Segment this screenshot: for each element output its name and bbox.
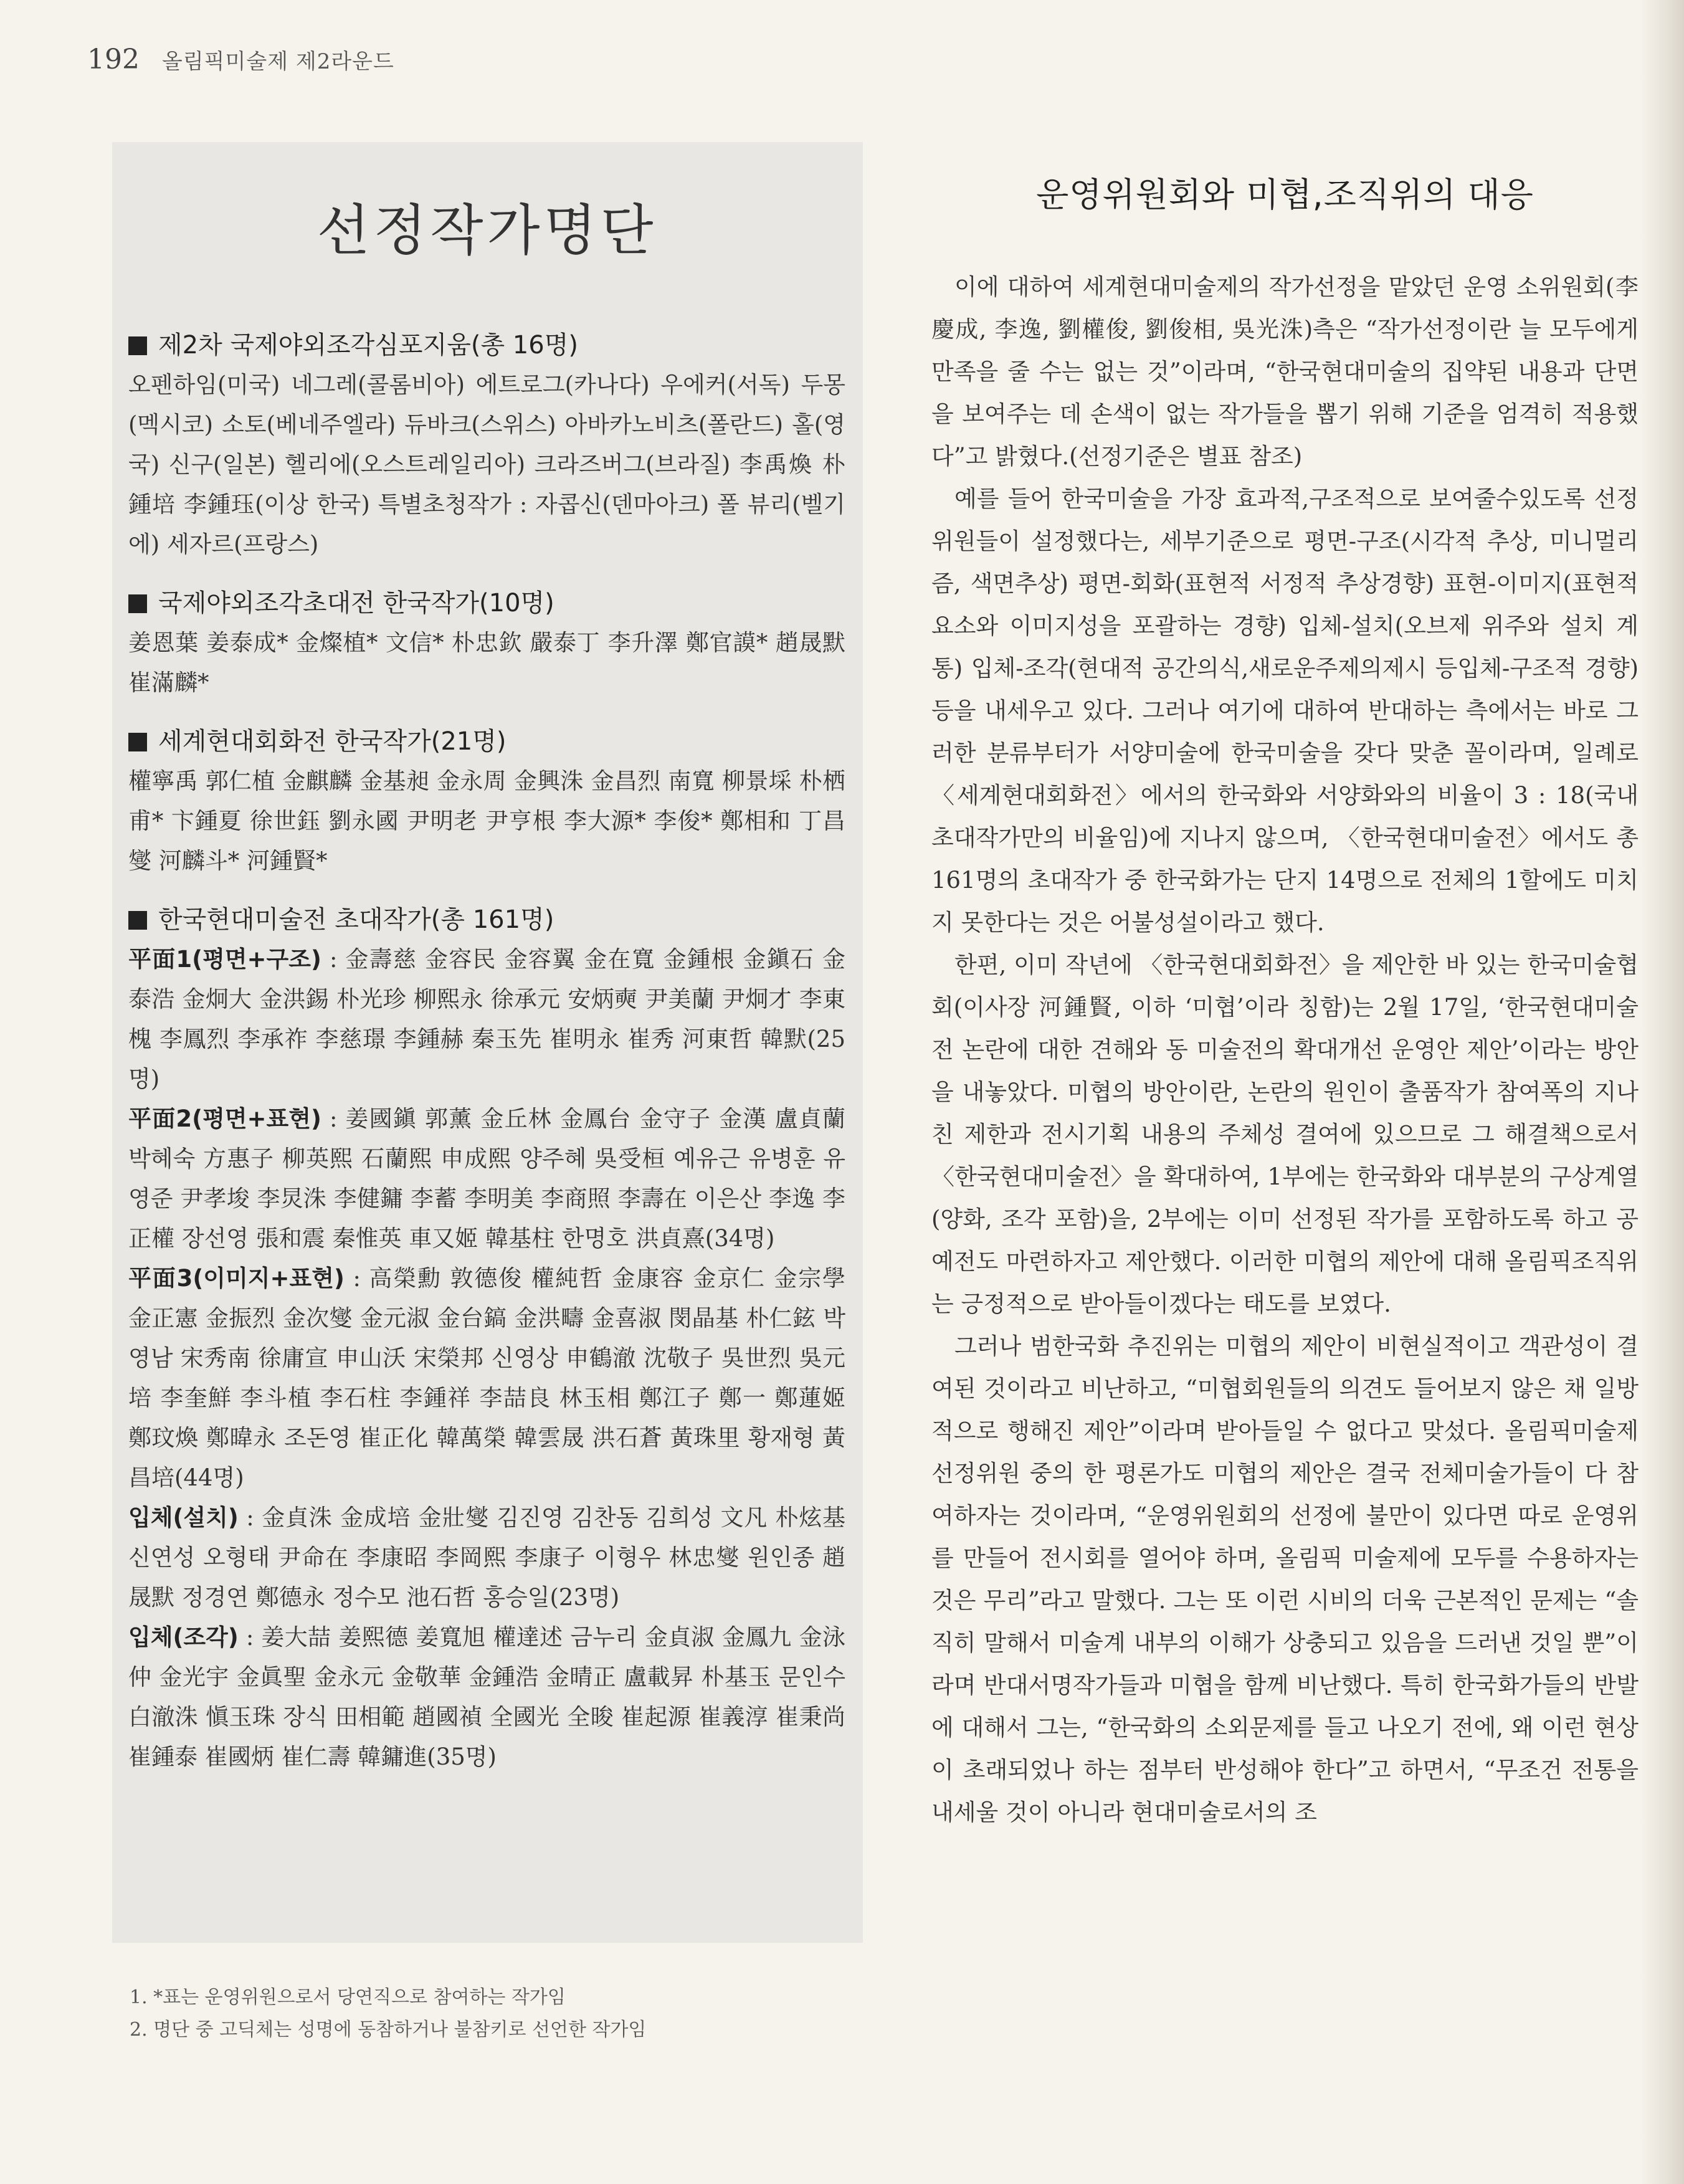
section-body: 오펜하임(미국) 네그레(콜롬비아) 에트로그(카나다) 우에커(서독) 두몽(멕시코) 소토(베네주엘라) 듀바크(스위스) 아바카노비츠(폴란드) 홀(영국) 신구(일본) 헬리에(오스트레일리아) 크라즈버그(브라질) 李禹煥 朴鍾培 李鍾珏(이상 한국) 특별초청작가 : 자콥신(덴마아크) 폴 뷰리(벨기에) 세자르(프랑스) (128, 371, 845, 558)
page-number: 192 (87, 44, 140, 75)
section-body: 權寧禹 郭仁植 金麒麟 金基昶 金永周 金興洙 金昌烈 南寬 柳景埰 朴栖甫* 卞鍾夏 徐世鈺 劉永國 尹明老 尹亨根 李大源* 李俊* 鄭相和 丁昌燮 河麟斗* 河鍾賢* (128, 768, 845, 874)
paragraph: 한편, 이미 작년에 〈한국현대회화전〉을 제안한 바 있는 한국미술협회(이사장 河鍾賢, 이하 ‘미협’이라 칭함)는 2월 17일, ‘한국현대미술전 논란에 대한 견해와 동 미술전의 확대개선 운영안 제안’이라는 방안을 내놓았다. 미협의 방안이란, 논란의 원인이 출품작가 참여폭의 지나친 제한과 전시기획 내용의 주체성 결여에 있으므로 그 해결책으로서 〈한국현대미술전〉을 확대하여, 1부에는 한국화와 대부분의 구상계열(양화, 조각 포함)을, 2부에는 이미 선정된 작가를 포함하도록 하고 공예전도 마련하자고 제안했다. 이러한 미협의 제안에 대해 올림픽조직위는 긍정적으로 받아들이겠다는 태도를 보였다. (931, 951, 1639, 1317)
section-heading: 한국현대미술전 초대작가(총 161명) (128, 900, 845, 940)
paragraph: 그러나 범한국화 추진위는 미협의 제안이 비현실적이고 객관성이 결여된 것이라고 비난하고, “미협회원들의 의견도 들어보지 않은 채 일방적으로 행해진 제안”이라며 받아들일 수 없다고 맞섰다. 올림픽미술제 선정위원 중의 한 평론가도 미협의 제안은 결국 전체미술가들이 다 참여하자는 것이라며, “운영위원회의 선정에 불만이 있다면 따로 운영위를 만들어 전시회를 열어야 하며, 올림픽 미술제에 모두를 수용하자는 것은 무리”라고 말했다. 그는 또 이런 시비의 더욱 근본적인 문제는 “솔직히 말해서 미술계 내부의 이해가 상충되고 있음을 드러낸 것일 뿐”이라며 반대서명작가들과 미협을 함께 비난했다. 특히 한국화가들의 반발에 대해서 그는, “한국화의 소외문제를 들고 나오기 전에, 왜 이런 현상이 초래되었나 하는 점부터 반성해야 한다”고 하면서, “무조건 전통을 내세울 것이 아니라 현대미술로서의 조 (931, 1333, 1639, 1826)
footnotes (130, 1981, 646, 2046)
paragraph: 예를 들어 한국미술을 가장 효과적,구조적으로 보여줄수있도록 선정위원들이 설정했다는, 세부기준으로 평면-구조(시각적 추상, 미니멀리즘, 색면추상) 평면-회화(표현적 서정적 추상경향) 표현-이미지(표현적 요소와 이미지성을 포괄하는 경향) 입체-설치(오브제 위주와 설치 계통) 입체-조각(현대적 공간의식,새로운주제의제시 등입체-구조적 경향) 등을 내세우고 있다. 그러나 여기에 대하여 반대하는 측에서는 바로 그러한 분류부터가 서양미술에 한국미술을 갖다 맞춘 꼴이라며, 일례로〈세계현대회화전〉에서의 한국화와 서양화와의 비율이 3 : 18(국내 초대작가만의 비율임)에 지나지 않으며, 〈한국현대미술전〉에서도 총 161명의 초대작가 중 한국화가는 단지 14명으로 전체의 1할에도 미치지 못한다는 것은 어불성설이라고 했다. (931, 485, 1639, 936)
section-world-painting (128, 722, 845, 881)
subsection-flat2: 平面2(평면+표현) : 姜國鎭 郭薰 金丘林 金鳳台 金守子 金漢 盧貞蘭 박혜숙 方惠子 柳英熙 石蘭熙 申成熙 양주혜 吳受桓 예유근 유병훈 유영준 尹孝埈 李炅洙 李健鏞 李蓄 李明美 李商照 李壽在 이은산 李逸 李正權 장선영 張和震 秦惟英 車又姬 韓基柱 한명호 洪貞熹(34명) (128, 1105, 845, 1252)
sidebar-title: 선정작가명단 (316, 198, 657, 262)
section-heading: 국제야외조각초대전 한국작가(10명) (128, 583, 845, 623)
square-bullet-icon (128, 336, 147, 355)
square-bullet-icon (128, 911, 147, 930)
running-title: 올림픽미술제 제2라운드 (161, 49, 394, 74)
paragraph: 이에 대하여 세계현대미술제의 작가선정을 맡았던 운영 소위원회(李慶成, 李逸, 劉權俊, 劉俊相, 吳光洙)측은 “작가선정이란 늘 모두에게 만족을 줄 수는 없는 것”이라며, “한국현대미술의 집약된 내용과 단면을 보여주는 데 손색이 없는 작가들을 뽑기 위해 기준을 엄격히 적용했다”고 밝혔다.(선정기준은 별표 참조) (931, 274, 1639, 470)
running-head (87, 44, 394, 75)
article-column (931, 168, 1639, 1834)
section-sculpture-symposium (128, 325, 845, 565)
section-body: 姜恩葉 姜泰成* 金燦植* 文信* 朴忠欽 嚴泰丁 李升澤 鄭官謨* 趙晟默 崔滿麟* (128, 629, 845, 696)
section-heading: 세계현대회화전 한국작가(21명) (128, 722, 845, 761)
footnote: 2. 명단 중 고딕체는 성명에 동참하거나 불참키로 선언한 작가임 (130, 2019, 647, 2041)
section-korean-contemporary (128, 900, 845, 1777)
square-bullet-icon (128, 594, 147, 613)
section-outdoor-sculpture (128, 583, 845, 703)
section-heading: 제2차 국제야외조각심포지움(총 16명) (128, 325, 845, 365)
selected-artists-box (112, 142, 863, 1943)
page-edge-shadow (1640, 0, 1684, 2184)
square-bullet-icon (128, 733, 147, 751)
subsection-flat3: 平面3(이미지+표현) : 高榮勳 敦德俊 權純哲 金康容 金京仁 金宗學 金正憲 金振烈 金次燮 金元淑 金台鎬 金洪疇 金喜淑 閔晶基 朴仁鉉 박영남 宋秀南 徐庸宣 申山沃 宋榮邦 신영상 申鶴澈 沈敬子 吳世烈 吳元培 李奎鮮 李斗植 李石柱 李鍾祥 李喆良 林玉相 鄭江子 鄭一 鄭蓮姬 鄭玟煥 鄭暐永 조돈영 崔正化 韓萬榮 韓雲晟 洪石蒼 黃珠里 황재형 黃昌培(44명) (128, 1265, 845, 1491)
subsection-installation: 입체(설치) : 金貞洙 金成培 金壯燮 김진영 김찬동 김희성 文凡 朴炫基 신연성 오형태 尹命在 李康昭 李岡熙 李康子 이형우 林忠燮 원인종 趙晟默 정경연 鄭德永 정수모 池石哲 홍승일(23명) (128, 1504, 845, 1611)
subsection-flat1: 平面1(평면+구조) : 金壽慈 金容民 金容翼 金在寬 金鍾根 金鎭石 金泰浩 金炯大 金洪錫 朴光珍 柳熙永 徐承元 安炳奭 尹美蘭 尹炯才 李東槐 李鳳烈 李承祚 李慈璟 李鍾赫 秦玉先 崔明永 崔秀 河東哲 韓默(25명) (128, 946, 845, 1092)
subsection-sculpture: 입체(조각) : 姜大喆 姜熙德 姜寬旭 權達述 금누리 金貞淑 金鳳九 金泳仲 金光宇 金眞聖 金永元 金敬華 金鍾浩 金晴正 盧載昇 朴基玉 문인수 白澈洙 愼玉珠 장식 田相範 趙國禎 全國光 全晙 崔起源 崔義淳 崔秉尚 崔鍾泰 崔國炳 崔仁壽 韓鏞進(35명) (128, 1624, 845, 1770)
article-title: 운영위원회와 미협,조직위의 대응 (1036, 175, 1534, 214)
footnote: 1. *표는 운영위원으로서 당연직으로 참여하는 작가임 (130, 1986, 566, 2008)
